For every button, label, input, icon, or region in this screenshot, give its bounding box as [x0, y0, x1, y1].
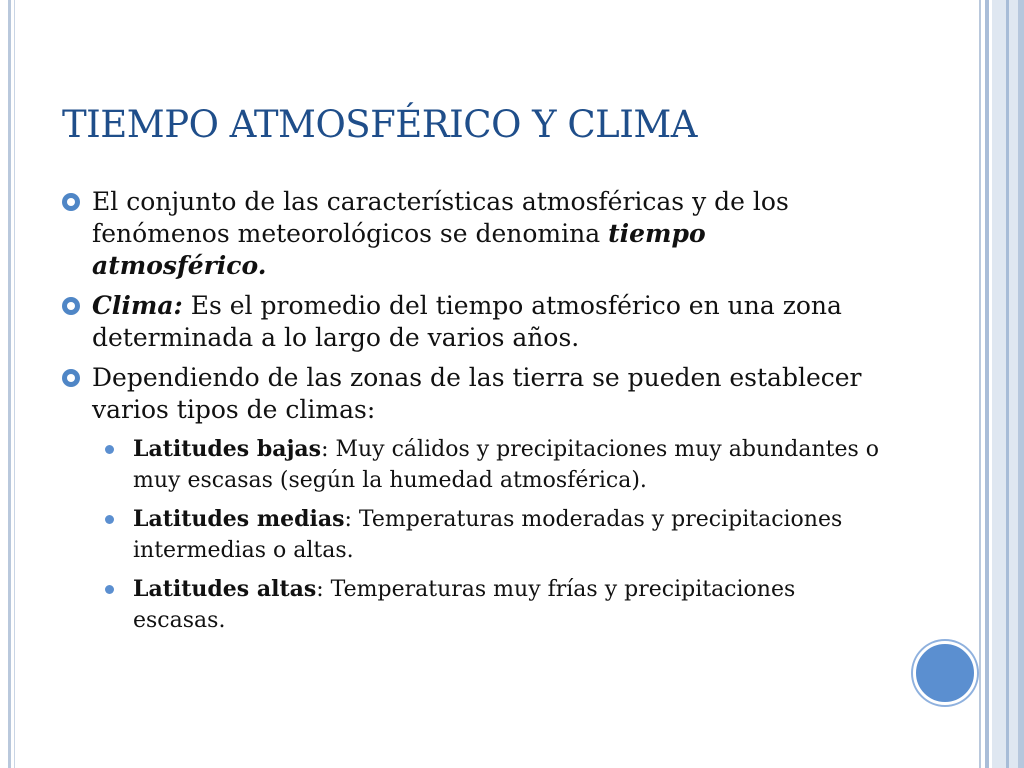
sub-bullet-text: : Muy cálidos y precipitaciones muy abundantes o muy escasas (según la humedad atmosférica).: [133, 437, 880, 493]
right-frame-line-2: [985, 0, 989, 768]
bullet-item: [62, 362, 882, 426]
sub-bullet-item: [62, 434, 882, 496]
sub-bullet-text: : Temperaturas muy frías y precipitaciones escasas.: [133, 577, 796, 633]
left-frame-line: [8, 0, 11, 768]
right-frame-edge: [1018, 0, 1024, 768]
bullet-lead: Clima:: [92, 291, 183, 320]
sub-bullet-term: Latitudes altas: [133, 576, 317, 602]
bullet-text: Es el promedio del tiempo atmosférico en una zona determinada a lo largo de varios años.: [92, 291, 842, 352]
sub-bullet-term: Latitudes bajas: [133, 436, 322, 462]
bullet-text: Dependiendo de las zonas de las tierra se pueden establecer varios tipos de climas:: [92, 363, 862, 424]
bullet-emphasis: tiempo atmosférico.: [92, 219, 706, 280]
sub-bullet-item: [62, 504, 882, 566]
bullet-item: [62, 186, 882, 282]
sub-bullet-text: : Temperaturas moderadas y precipitaciones intermedias o altas.: [133, 507, 843, 563]
right-frame-band-line: [1006, 0, 1009, 768]
bullet-ring-icon: [62, 297, 80, 315]
sub-bullet-term: Latitudes medias: [133, 506, 345, 532]
slide-title: TIEMPO ATMOSFÉRICO Y CLIMA: [62, 103, 697, 146]
bullet-text: El conjunto de las características atmosféricas y de los fenómenos meteorológicos se denomina: [92, 187, 789, 248]
decorative-circle: [913, 641, 977, 705]
bullet-dot-icon: [105, 445, 114, 454]
bullet-dot-icon: [105, 585, 114, 594]
left-frame-inner-line: [14, 0, 15, 768]
right-frame-line: [979, 0, 981, 768]
sub-bullet-item: [62, 574, 882, 636]
bullet-item: [62, 290, 882, 354]
bullet-dot-icon: [105, 515, 114, 524]
slide-content: [62, 186, 882, 644]
bullet-ring-icon: [62, 193, 80, 211]
bullet-ring-icon: [62, 369, 80, 387]
